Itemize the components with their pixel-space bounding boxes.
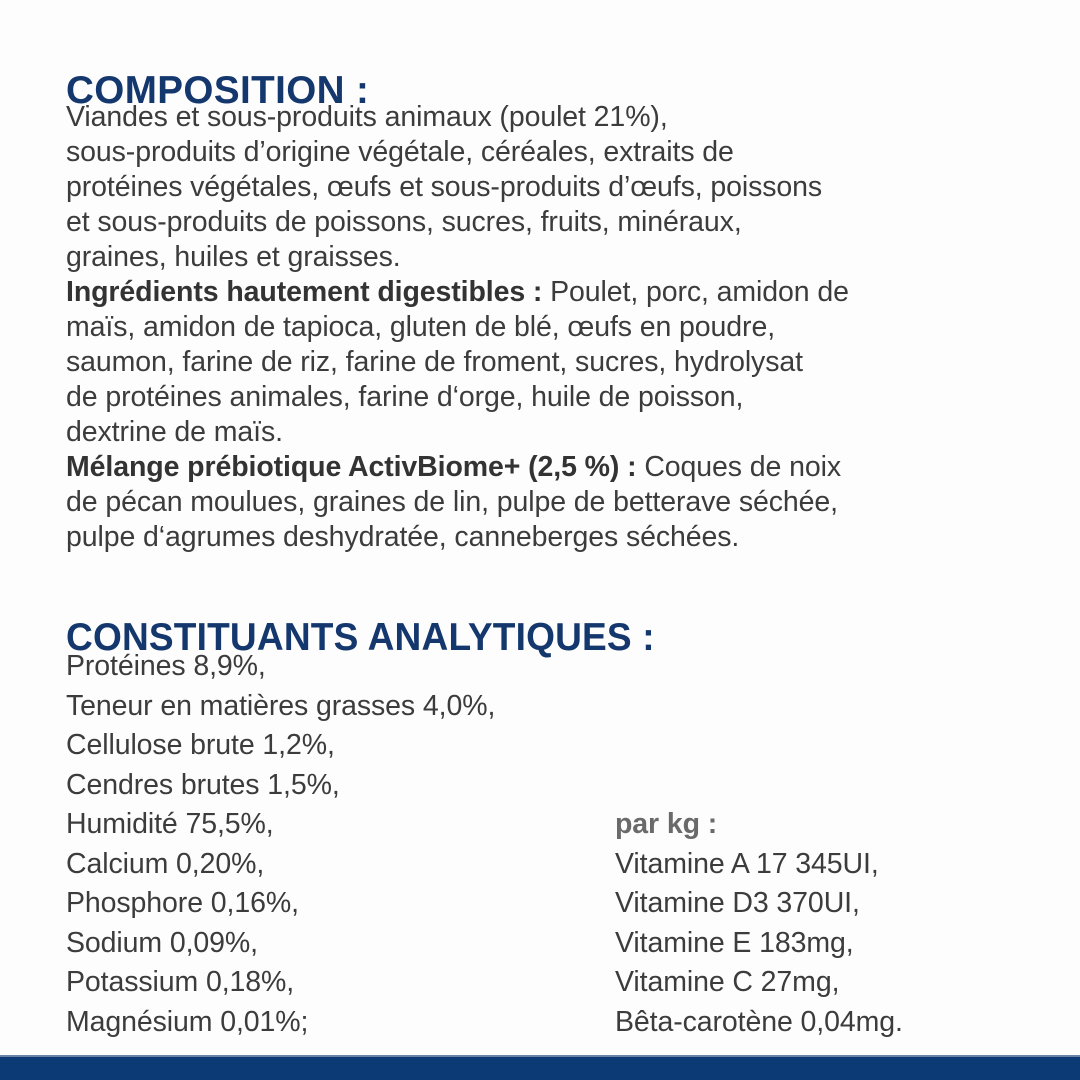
constituent-row: Humidité 75,5%, [66,808,274,840]
composition-text-run: saumon, farine de riz, farine de froment, sucres, hydrolysat [66,346,803,378]
vitamin-row: Bêta-carotène 0,04mg. [615,1005,903,1038]
vitamin-row: Vitamine A 17 345UI, [615,847,879,880]
composition-line [66,415,1056,450]
composition-text-run: et sous-produits de poissons, sucres, fruits, minéraux, [66,206,742,238]
constituent-row: Calcium 0,20%, [66,847,265,880]
constituent-row: Magnésium 0,01%; [66,1005,309,1038]
constituent-row: Phosphore 0,16%, [66,887,299,919]
composition-bold-run: Mélange prébiotique ActivBiome+ (2,5 %) : [66,451,637,483]
bottom-blue-bar [0,1057,1080,1080]
composition-line [66,310,1056,345]
composition-line [66,240,1056,275]
composition-text-run: graines, huiles et graisses. [66,241,401,273]
composition-line [66,345,1056,380]
per-kg-label: par kg : [615,808,718,840]
composition-text-run: sous-produits d’origine végétale, céréales, extraits de [66,136,734,168]
composition-text-run: de pécan moulues, graines de lin, pulpe de betterave séchée, [66,486,838,518]
composition-line [66,170,1056,205]
analytical-constituents-left-column [66,647,495,1042]
composition-line [66,485,1056,520]
vitamin-row: Vitamine D3 370UI, [615,887,860,919]
constituent-row: Teneur en matières grasses 4,0%, [66,689,496,722]
composition-line [66,520,1056,555]
constituent-row: Cellulose brute 1,2%, [66,729,335,761]
vitamin-row: Vitamine C 27mg, [615,966,840,998]
composition-line [66,100,1056,135]
composition-line [66,205,1056,240]
constituent-row: Sodium 0,09%, [66,926,258,959]
composition-text-run: dextrine de maïs. [66,416,283,448]
constituent-row: Potassium 0,18%, [66,966,295,998]
composition-paragraph [66,100,1056,555]
analytical-constituents-heading: CONSTITUANTS ANALYTIQUES : [66,616,655,660]
composition-text-run: pulpe d‘agrumes deshydratée, canneberges séchées. [66,521,740,553]
constituent-row: Cendres brutes 1,5%, [66,768,340,801]
composition-text-run: Coques de noix [636,451,841,483]
composition-text-run: de protéines animales, farine d‘orge, huile de poisson, [66,381,744,413]
composition-text-run: protéines végétales, œufs et sous-produits d’œufs, poissons [66,171,823,203]
composition-line [66,135,1056,170]
composition-line [66,450,1056,485]
composition-text-run: Viandes et sous-produits animaux (poulet 21%), [66,101,668,133]
composition-line [66,380,1056,415]
constituent-row: Protéines 8,9%, [66,650,266,682]
composition-line [66,275,1056,310]
composition-text-run: maïs, amidon de tapioca, gluten de blé, œufs en poudre, [66,311,776,343]
composition-bold-run: Ingrédients hautement digestibles : [66,276,543,308]
composition-text-run: Poulet, porc, amidon de [542,276,849,308]
vitamin-row: Vitamine E 183mg, [615,926,854,959]
composition-heading: COMPOSITION : [66,69,370,113]
analytical-constituents-right-column [615,805,903,1042]
